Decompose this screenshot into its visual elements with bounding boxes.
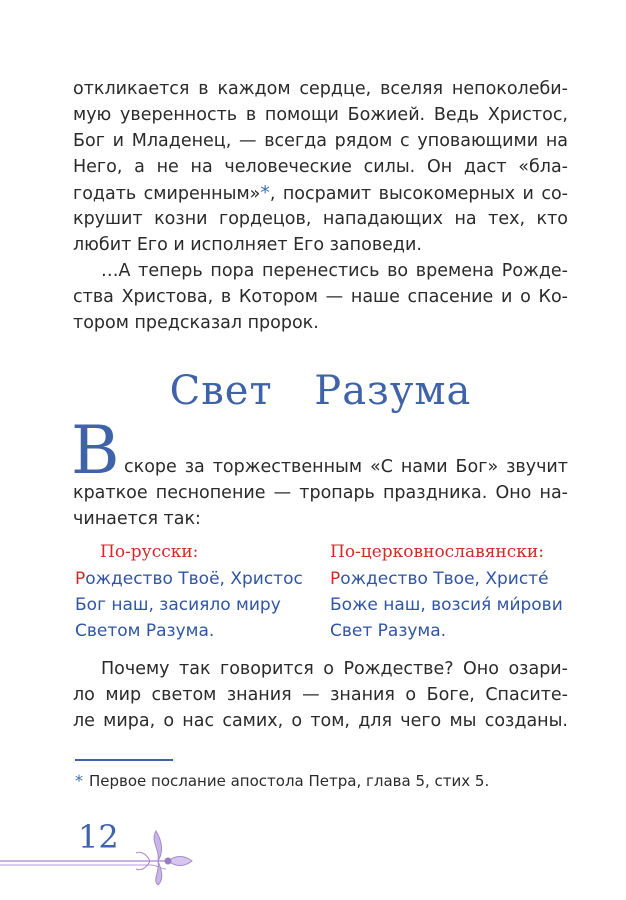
footnote-reference[interactable]: * bbox=[260, 182, 270, 204]
footnote-divider bbox=[75, 759, 173, 761]
body-line: откликается в каждом сердце, вселяя непоколеби- bbox=[73, 79, 568, 99]
page-number: 12 bbox=[78, 818, 119, 856]
body-line: крушит козни гордецов, нападающих на тех, кто bbox=[73, 209, 568, 229]
body-text: годать смиренным» bbox=[73, 184, 261, 204]
slavonic-verse-line: Свет Разума. bbox=[330, 621, 447, 641]
body-line: любит Его и исполняет Его заповеди. bbox=[73, 235, 422, 255]
slavonic-verse-line: Боже наш, возсия́ ми́рови bbox=[330, 595, 563, 615]
body-line: …А теперь пора перенестись во времена Рожде- bbox=[101, 261, 568, 281]
section-title: Свет Разума bbox=[169, 368, 472, 414]
body-line: Почему так говорится о Рождестве? Оно озари- bbox=[101, 659, 568, 679]
russian-verse-line: Светом Разума. bbox=[75, 621, 215, 641]
floral-ornament-icon bbox=[0, 825, 200, 885]
russian-heading: По-русски: bbox=[100, 542, 199, 562]
slavonic-verse-line bbox=[330, 566, 549, 592]
slavonic-heading: По-церковнославянски: bbox=[330, 542, 544, 562]
body-line: Него, а не на человеческие силы. Он даст «бла- bbox=[73, 157, 568, 177]
intro-line: чинается так: bbox=[73, 509, 201, 529]
body-line: ле мира, о нас самих, о том, для чего мы созданы. bbox=[73, 711, 568, 731]
footnote-mark: * bbox=[75, 771, 83, 790]
body-line: ства Христова, в Котором — наше спасение и о Ко- bbox=[73, 287, 568, 307]
drop-cap: В bbox=[71, 412, 120, 489]
footnote bbox=[75, 770, 489, 792]
body-line: Бог и Младенец, — всегда рядом с уповающими на bbox=[73, 131, 568, 151]
russian-verse-line bbox=[75, 566, 303, 592]
body-line-with-footnote-ref bbox=[73, 180, 568, 207]
body-line: ло мир светом знания — знания о Боге, Спасите- bbox=[73, 685, 568, 705]
body-line: мую уверенность в помощи Божией. Ведь Христос, bbox=[73, 105, 568, 125]
body-text: , посрамит высокомерных и со- bbox=[269, 184, 568, 204]
verse-initial: Р bbox=[330, 569, 341, 589]
russian-verse-line: Бог наш, засияло миру bbox=[75, 595, 281, 615]
footnote-text: Первое послание апостола Петра, глава 5, стих 5. bbox=[89, 772, 490, 790]
body-line: тором предсказал пророк. bbox=[73, 313, 319, 333]
intro-line: краткое песнопение — тропарь праздника. Оно на- bbox=[73, 483, 568, 503]
verse-text: ождество Твое, Христе́ bbox=[340, 569, 549, 589]
verse-text: ождество Твоё, Христос bbox=[85, 569, 303, 589]
verse-initial: Р bbox=[75, 569, 86, 589]
intro-line: скоре за торжественным «С нами Бог» звучит bbox=[124, 457, 568, 477]
